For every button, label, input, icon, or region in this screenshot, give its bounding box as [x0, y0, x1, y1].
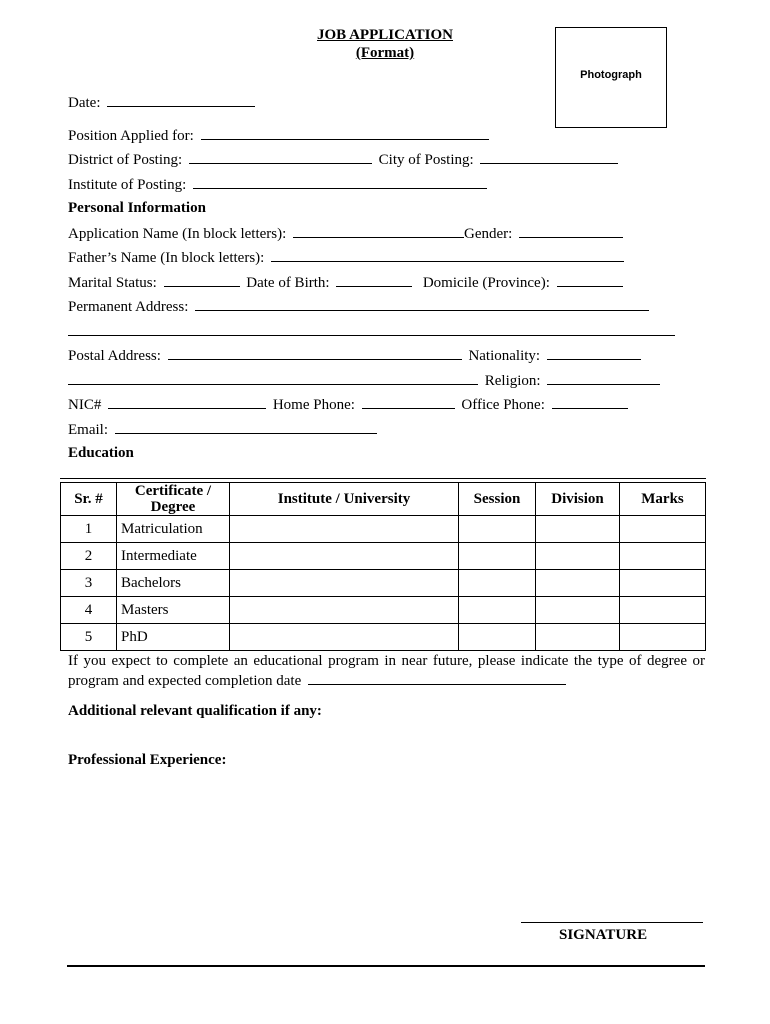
office-phone-field[interactable]	[552, 394, 628, 409]
marks-cell[interactable]	[620, 597, 706, 624]
degree-cell: PhD	[117, 624, 230, 651]
perm-address-line-2[interactable]	[68, 335, 675, 336]
postal-label: Postal Address:	[68, 348, 161, 364]
table-row	[61, 597, 706, 624]
religion-row	[68, 370, 663, 390]
marks-cell[interactable]	[620, 570, 706, 597]
app-name-row	[68, 223, 626, 243]
session-cell[interactable]	[459, 570, 536, 597]
marks-cell[interactable]	[620, 516, 706, 543]
sr-cell: 5	[61, 624, 117, 651]
email-label: Email:	[68, 422, 108, 438]
future-program-text: If you expect to complete an educational program in near future, please indicate the type of degree or program and expected completion date	[68, 653, 705, 689]
nic-label: NIC#	[68, 397, 102, 413]
father-field[interactable]	[271, 247, 624, 262]
col-header-institute: Institute / University	[230, 483, 459, 516]
perm-address-field[interactable]	[195, 296, 649, 311]
marital-label: Marital Status:	[68, 275, 157, 291]
marital-field[interactable]	[164, 272, 240, 287]
division-cell[interactable]	[536, 516, 620, 543]
professional-experience-heading: Professional Experience:	[68, 752, 227, 768]
institute-cell[interactable]	[230, 570, 459, 597]
bottom-rule	[67, 965, 705, 967]
table-top-rule	[60, 478, 706, 479]
institute-cell[interactable]	[230, 597, 459, 624]
personal-info-heading: Personal Information	[68, 200, 206, 216]
home-phone-label: Home Phone:	[272, 397, 355, 413]
sr-cell: 2	[61, 543, 117, 570]
perm-address-row	[68, 296, 652, 316]
position-field[interactable]	[201, 125, 489, 140]
degree-cell: Masters	[117, 597, 230, 624]
marks-cell[interactable]	[620, 543, 706, 570]
perm-address-label: Permanent Address:	[68, 299, 189, 315]
marks-cell[interactable]	[620, 624, 706, 651]
signature-label: SIGNATURE	[559, 927, 648, 943]
nationality-field[interactable]	[547, 345, 641, 360]
home-phone-field[interactable]	[362, 394, 455, 409]
session-cell[interactable]	[459, 597, 536, 624]
postal-field-line-2[interactable]	[68, 370, 478, 385]
session-cell[interactable]	[459, 516, 536, 543]
religion-label: Religion:	[484, 373, 541, 389]
table-row	[61, 543, 706, 570]
degree-cell: Bachelors	[117, 570, 230, 597]
division-cell[interactable]	[536, 543, 620, 570]
domicile-field[interactable]	[557, 272, 623, 287]
division-cell[interactable]	[536, 624, 620, 651]
education-heading: Education	[68, 445, 134, 461]
photograph-box[interactable]	[555, 27, 667, 128]
col-header-division: Division	[536, 483, 620, 516]
religion-field[interactable]	[547, 370, 660, 385]
degree-cell: Matriculation	[117, 516, 230, 543]
division-cell[interactable]	[536, 570, 620, 597]
col-header-degree: Certificate / Degree	[117, 483, 230, 516]
father-label: Father’s Name (In block letters):	[68, 250, 265, 266]
institute-row	[68, 174, 490, 194]
future-program-note	[68, 653, 705, 690]
session-cell[interactable]	[459, 624, 536, 651]
position-label: Position Applied for:	[68, 128, 194, 144]
col-header-session: Session	[459, 483, 536, 516]
signature-line[interactable]	[521, 922, 703, 923]
app-name-field[interactable]	[293, 223, 464, 238]
email-field[interactable]	[115, 419, 377, 434]
table-row	[61, 516, 706, 543]
sr-cell: 4	[61, 597, 117, 624]
date-field[interactable]	[107, 92, 255, 107]
postal-field[interactable]	[168, 345, 462, 360]
nationality-label: Nationality:	[468, 348, 541, 364]
col-header-marks: Marks	[620, 483, 706, 516]
father-row	[68, 247, 627, 267]
city-label: City of Posting:	[378, 152, 474, 168]
nic-row	[68, 394, 631, 414]
gender-label: Gender:	[464, 226, 513, 242]
institute-cell[interactable]	[230, 624, 459, 651]
app-name-label: Application Name (In block letters):	[68, 226, 287, 242]
dob-label: Date of Birth:	[246, 275, 330, 291]
institute-label: Institute of Posting:	[68, 177, 187, 193]
nic-field[interactable]	[108, 394, 266, 409]
table-row	[61, 624, 706, 651]
office-phone-label: Office Phone:	[461, 397, 545, 413]
email-row	[68, 419, 380, 439]
city-field[interactable]	[480, 149, 618, 164]
domicile-label: Domicile (Province):	[422, 275, 550, 291]
date-row	[68, 92, 258, 112]
dob-field[interactable]	[336, 272, 412, 287]
form-title: JOB APPLICATION	[317, 27, 453, 43]
table-header-row	[61, 483, 706, 516]
district-row	[68, 149, 621, 169]
position-row	[68, 125, 492, 145]
additional-qualification-heading: Additional relevant qualification if any:	[68, 703, 322, 719]
photograph-label: Photograph	[580, 69, 642, 81]
gender-field[interactable]	[519, 223, 623, 238]
education-table	[60, 482, 706, 651]
district-label: District of Posting:	[68, 152, 183, 168]
col-header-sr: Sr. #	[61, 483, 117, 516]
marital-row	[68, 272, 626, 292]
institute-cell[interactable]	[230, 543, 459, 570]
division-cell[interactable]	[536, 597, 620, 624]
sr-cell: 1	[61, 516, 117, 543]
sr-cell: 3	[61, 570, 117, 597]
institute-cell[interactable]	[230, 516, 459, 543]
district-field[interactable]	[189, 149, 372, 164]
table-row	[61, 570, 706, 597]
session-cell[interactable]	[459, 543, 536, 570]
date-label: Date:	[68, 95, 101, 111]
degree-cell: Intermediate	[117, 543, 230, 570]
postal-row	[68, 345, 644, 365]
future-program-field[interactable]	[308, 670, 566, 685]
institute-field[interactable]	[193, 174, 487, 189]
form-subtitle: (Format)	[355, 45, 415, 61]
